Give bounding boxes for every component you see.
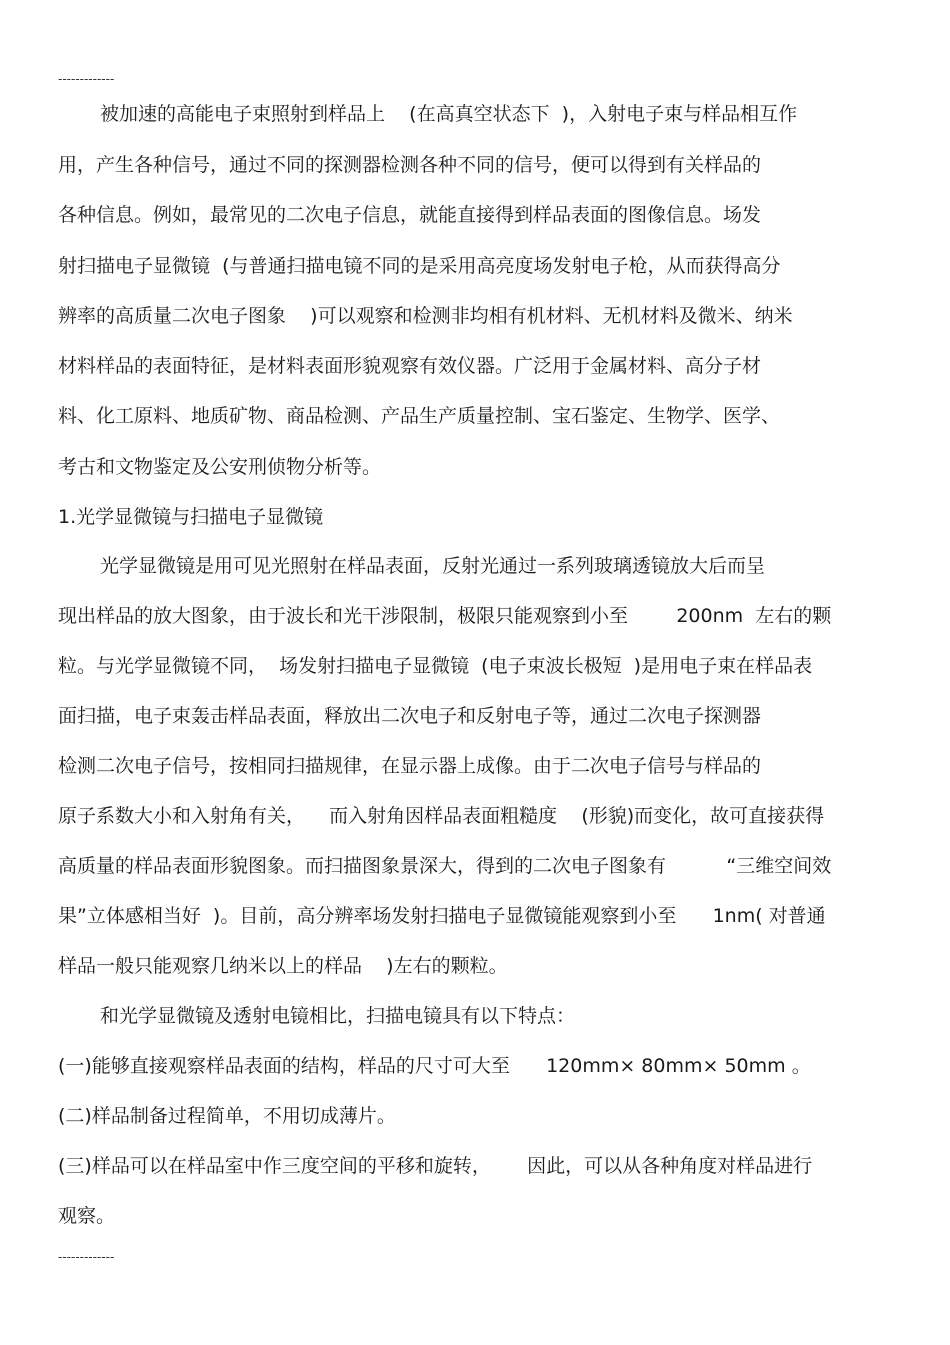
paragraph-line: 材料样品的表面特征，是材料表面形貌观察有效仪器。广泛用于金属材料、高分子材: [58, 355, 762, 377]
paragraph-line: 样品一般只能观察几纳米以上的样品 )左右的颗粒。: [58, 955, 508, 977]
paragraph-line: 检测二次电子信号，按相同扫描规律，在显示器上成像。由于二次电子信号与样品的: [58, 755, 762, 777]
paragraph-line: 观察。: [58, 1205, 116, 1227]
list-item: (二)样品制备过程简单，不用切成薄片。: [58, 1105, 396, 1127]
paragraph-line: 果”立体感相当好 )。目前，高分辨率场发射扫描电子显微镜能观察到小至 1nm( 对普通: [58, 905, 826, 927]
paragraph-line: 料、化工原料、地质矿物、商品检测、产品生产质量控制、宝石鉴定、生物学、医学、: [58, 405, 781, 427]
paragraph-line: 面扫描，电子束轰击样品表面，释放出二次电子和反射电子等，通过二次电子探测器: [58, 705, 762, 727]
paragraph-line: 原子系数大小和入射角有关， 而入射角因样品表面粗糙度 (形貌)而变化，故可直接获得: [58, 805, 825, 827]
paragraph-line: 粒。与光学显微镜不同， 场发射扫描电子显微镜 (电子束波长极短 )是用电子束在样品表: [58, 655, 813, 677]
paragraph-line: 现出样品的放大图象，由于波长和光干涉限制，极限只能观察到小至 200nm 左右的颗: [58, 605, 832, 627]
top-dashed-rule: -------------: [58, 72, 115, 86]
section-heading: 1.光学显微镜与扫描电子显微镜: [58, 506, 324, 528]
paragraph-line: 光学显微镜是用可见光照射在样品表面，反射光通过一系列玻璃透镜放大后而呈: [100, 555, 766, 577]
paragraph-line: 高质量的样品表面形貌图象。而扫描图象景深大，得到的二次电子图象有 “三维空间效: [58, 855, 832, 877]
paragraph-line: 考古和文物鉴定及公安刑侦物分析等。: [58, 456, 382, 478]
paragraph-line: 被加速的高能电子束照射到样品上 (在高真空状态下 )，入射电子束与样品相互作: [100, 103, 798, 125]
paragraph-line: 射扫描电子显微镜 (与普通扫描电镜不同的是采用高亮度场发射电子枪，从而获得高分: [58, 255, 781, 277]
paragraph-line: 和光学显微镜及透射电镜相比，扫描电镜具有以下特点：: [100, 1005, 576, 1027]
paragraph-line: 辨率的高质量二次电子图象 )可以观察和检测非均相有机材料、无机材料及微米、纳米: [58, 305, 793, 327]
bottom-dashed-rule: -------------: [58, 1250, 115, 1264]
list-item: (一)能够直接观察样品表面的结构，样品的尺寸可大至 120mm× 80mm× 50mm 。: [58, 1055, 811, 1077]
paragraph-line: 用，产生各种信号，通过不同的探测器检测各种不同的信号，便可以得到有关样品的: [58, 154, 762, 176]
paragraph-line: 各种信息。例如，最常见的二次电子信息，就能直接得到样品表面的图像信息。场发: [58, 204, 762, 226]
list-item: (三)样品可以在样品室中作三度空间的平移和旋转， 因此，可以从各种角度对样品进行: [58, 1155, 813, 1177]
